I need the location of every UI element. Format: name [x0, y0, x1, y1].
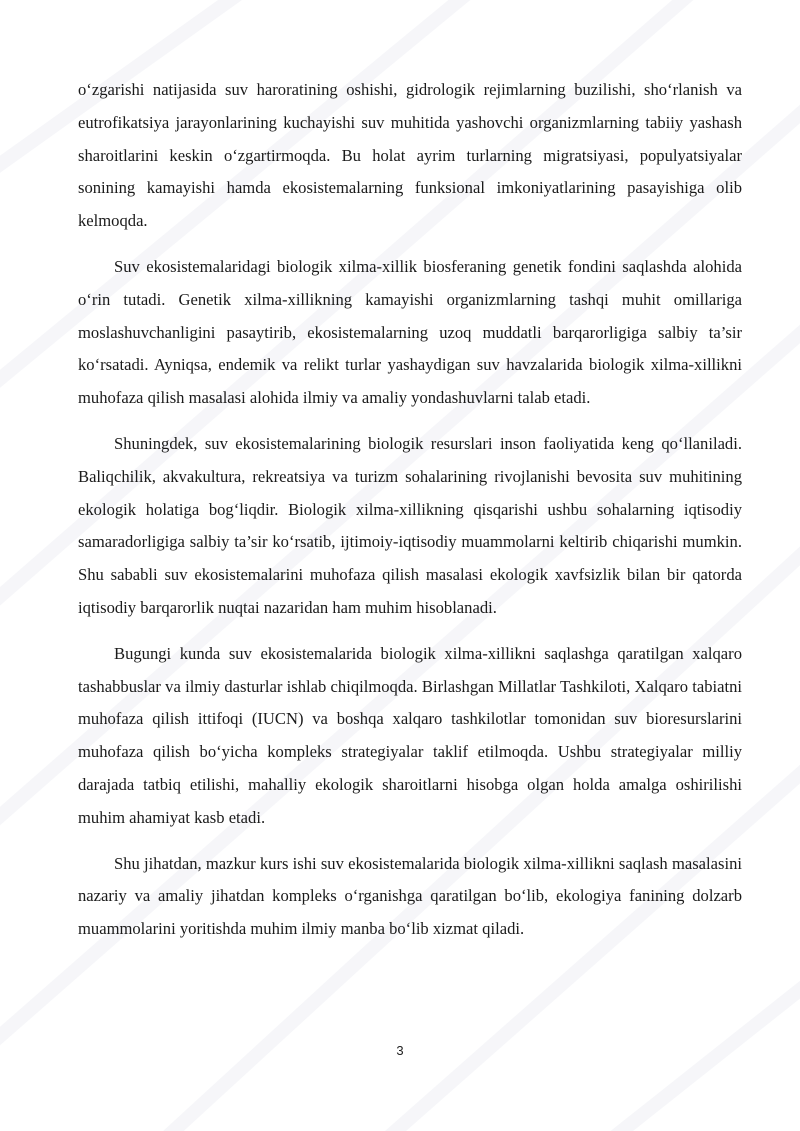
- paragraph-1: o‘zgarishi natijasida suv haroratining oshishi, gidrologik rejimlarning buzilishi, sho‘rlanish va eutrofikatsiya jarayonlarining kuchayishi suv muhitida yashovchi organizmlarning tabiiy yashash sharoitlarini keskin o‘zgartirmoqda. Bu holat ayrim turlarning migratsiyasi, populyatsiyalar sonining kamayishi hamda ekosistemalarning funksional imkoniyatlarining pasayishiga olib kelmoqda.: [78, 80, 742, 231]
- paragraph-3: Shuningdek, suv ekosistemalarining biologik resurslari inson faoliyatida keng qo‘llaniladi. Baliqchilik, akvakultura, rekreatsiya va turizm sohalarining rivojlanishi bevosita suv muhitining ekologik holatiga bog‘liqdir. Biologik xilma-xillikning qisqarishi ushbu sohalarning iqtisodiy samaradorligiga salbiy ta’sir ko‘rsatib, ijtimoiy-iqtisodiy muammolarni keltirib chiqarishi mumkin. Shu sababli suv ekosistemalarini muhofaza qilish masalasi ekologik xavfsizlik bilan bir qatorda iqtisodiy barqarorlik nuqtai nazaridan ham muhim hisoblanadi.: [78, 433, 742, 617]
- paragraph-5: Shu jihatdan, mazkur kurs ishi suv ekosistemalarida biologik xilma-xillikni saqlash masalasini nazariy va amaliy jihatdan kompleks o‘rganishga qaratilgan bo‘lib, ekologiya fanining dolzarb muammolarini yoritishda muhim ilmiy manba bo‘lib xizmat qiladi.: [78, 853, 742, 939]
- paragraph-2: Suv ekosistemalaridagi biologik xilma-xillik biosferaning genetik fondini saqlashda alohida o‘rin tutadi. Genetik xilma-xillikning kamayishi organizmlarning tashqi muhit omillariga moslashuvchanligini pasaytirib, ekosistemalarning uzoq muddatli barqarorligiga salbiy ta’sir ko‘rsatadi. Ayniqsa, endemik va relikt turlar yashaydigan suv havzalarida biologik xilma-xillikni muhofaza qilish masalasi alohida ilmiy va amaliy yondashuvlarni talab etadi.: [78, 256, 742, 408]
- body-text: [78, 74, 742, 959]
- page-number: 3: [396, 1043, 404, 1058]
- paragraph-4: Bugungi kunda suv ekosistemalarida biologik xilma-xillikni saqlashga qaratilgan xalqaro tashabbuslar va ilmiy dasturlar ishlab chiqilmoqda. Birlashgan Millatlar Tashkiloti, Xalqaro tabiatni muhofaza qilish ittifoqi (IUCN) va boshqa xalqaro tashkilotlar tomonidan suv bioresurslarini muhofaza qilish bo‘yicha kompleks strategiyalar taklif etilmoqda. Ushbu strategiyalar milliy darajada tatbiq etilishi, mahalliy ekologik sharoitlarni hisobga olgan holda amalga oshirilishi muhim ahamiyat kasb etadi.: [78, 643, 742, 827]
